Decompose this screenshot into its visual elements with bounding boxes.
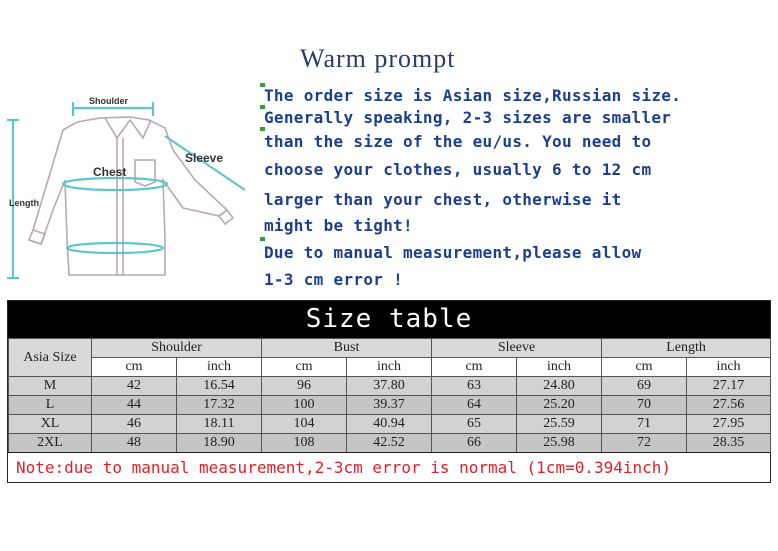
bullet-tick-icon	[260, 127, 265, 131]
table-cell: 25.59	[517, 415, 602, 434]
diagram-label-chest: Chest	[93, 165, 127, 179]
table-cell: 25.98	[517, 434, 602, 453]
prompt-line: might be tight!	[264, 216, 413, 235]
table-cell: 27.17	[687, 377, 771, 396]
diagram-label-sleeve: Sleeve	[185, 151, 224, 165]
table-cell: 72	[602, 434, 687, 453]
table-cell: 48	[92, 434, 177, 453]
table-cell: 42.52	[347, 434, 432, 453]
measure-lines	[7, 102, 245, 278]
table-cell: 39.37	[347, 396, 432, 415]
table-cell: 24.80	[517, 377, 602, 396]
table-cell: 27.56	[687, 396, 771, 415]
table-cell: 28.35	[687, 434, 771, 453]
table-cell: 66	[432, 434, 517, 453]
table-cell: 108	[262, 434, 347, 453]
table-cell: 100	[262, 396, 347, 415]
prompt-line: The order size is Asian size,Russian size.	[264, 86, 682, 105]
prompt-line: Generally speaking, 2-3 sizes are smaller	[264, 108, 672, 127]
unit-header: cm	[432, 358, 517, 377]
table-cell: 64	[432, 396, 517, 415]
table-cell: 46	[92, 415, 177, 434]
group-header-sleeve: Sleeve	[432, 339, 602, 358]
table-cell: 18.11	[177, 415, 262, 434]
table-row	[9, 377, 771, 396]
table-row	[9, 434, 771, 453]
unit-header: inch	[347, 358, 432, 377]
table-cell: 27.95	[687, 415, 771, 434]
unit-header: cm	[602, 358, 687, 377]
group-header-shoulder: Shoulder	[92, 339, 262, 358]
unit-header: cm	[92, 358, 177, 377]
table-cell: 18.90	[177, 434, 262, 453]
group-header-bust: Bust	[262, 339, 432, 358]
diagram-label-length: Length	[9, 198, 39, 208]
size-label: XL	[9, 415, 92, 434]
shirt-measurement-diagram	[5, 90, 255, 290]
prompt-line: choose your clothes, usually 6 to 12 cm	[264, 160, 652, 179]
table-cell: 69	[602, 377, 687, 396]
table-cell: 96	[262, 377, 347, 396]
size-label: M	[9, 377, 92, 396]
group-header-length: Length	[602, 339, 771, 358]
bullet-tick-icon	[260, 237, 265, 241]
table-cell: 70	[602, 396, 687, 415]
unit-header: inch	[517, 358, 602, 377]
prompt-line: Due to manual measurement,please allow	[264, 243, 642, 262]
prompt-title: Warm prompt	[300, 44, 456, 73]
size-label: L	[9, 396, 92, 415]
table-cell: 17.32	[177, 396, 262, 415]
prompt-line: than the size of the eu/us. You need to	[264, 132, 652, 151]
error-note: Note:due to manual measurement,2-3cm error is normal (1cm=0.394inch)	[8, 452, 770, 482]
table-cell: 25.20	[517, 396, 602, 415]
prompt-line: 1-3 cm error !	[264, 270, 404, 289]
size-table-title: Size table	[8, 301, 770, 338]
table-row	[9, 396, 771, 415]
prompt-line: larger than your chest, otherwise it	[264, 190, 622, 209]
table-cell: 37.80	[347, 377, 432, 396]
size-table-panel	[7, 300, 771, 483]
table-cell: 16.54	[177, 377, 262, 396]
table-cell: 40.94	[347, 415, 432, 434]
table-cell: 104	[262, 415, 347, 434]
shirt-outline-icon	[29, 117, 233, 275]
table-cell: 42	[92, 377, 177, 396]
size-table	[8, 338, 771, 453]
unit-header: inch	[177, 358, 262, 377]
table-cell: 71	[602, 415, 687, 434]
table-cell: 63	[432, 377, 517, 396]
size-label: 2XL	[9, 434, 92, 453]
diagram-label-shoulder: Shoulder	[89, 96, 129, 106]
table-cell: 65	[432, 415, 517, 434]
asia-size-header: Asia Size	[9, 339, 92, 377]
unit-header: cm	[262, 358, 347, 377]
unit-header: inch	[687, 358, 771, 377]
table-cell: 44	[92, 396, 177, 415]
table-row	[9, 415, 771, 434]
